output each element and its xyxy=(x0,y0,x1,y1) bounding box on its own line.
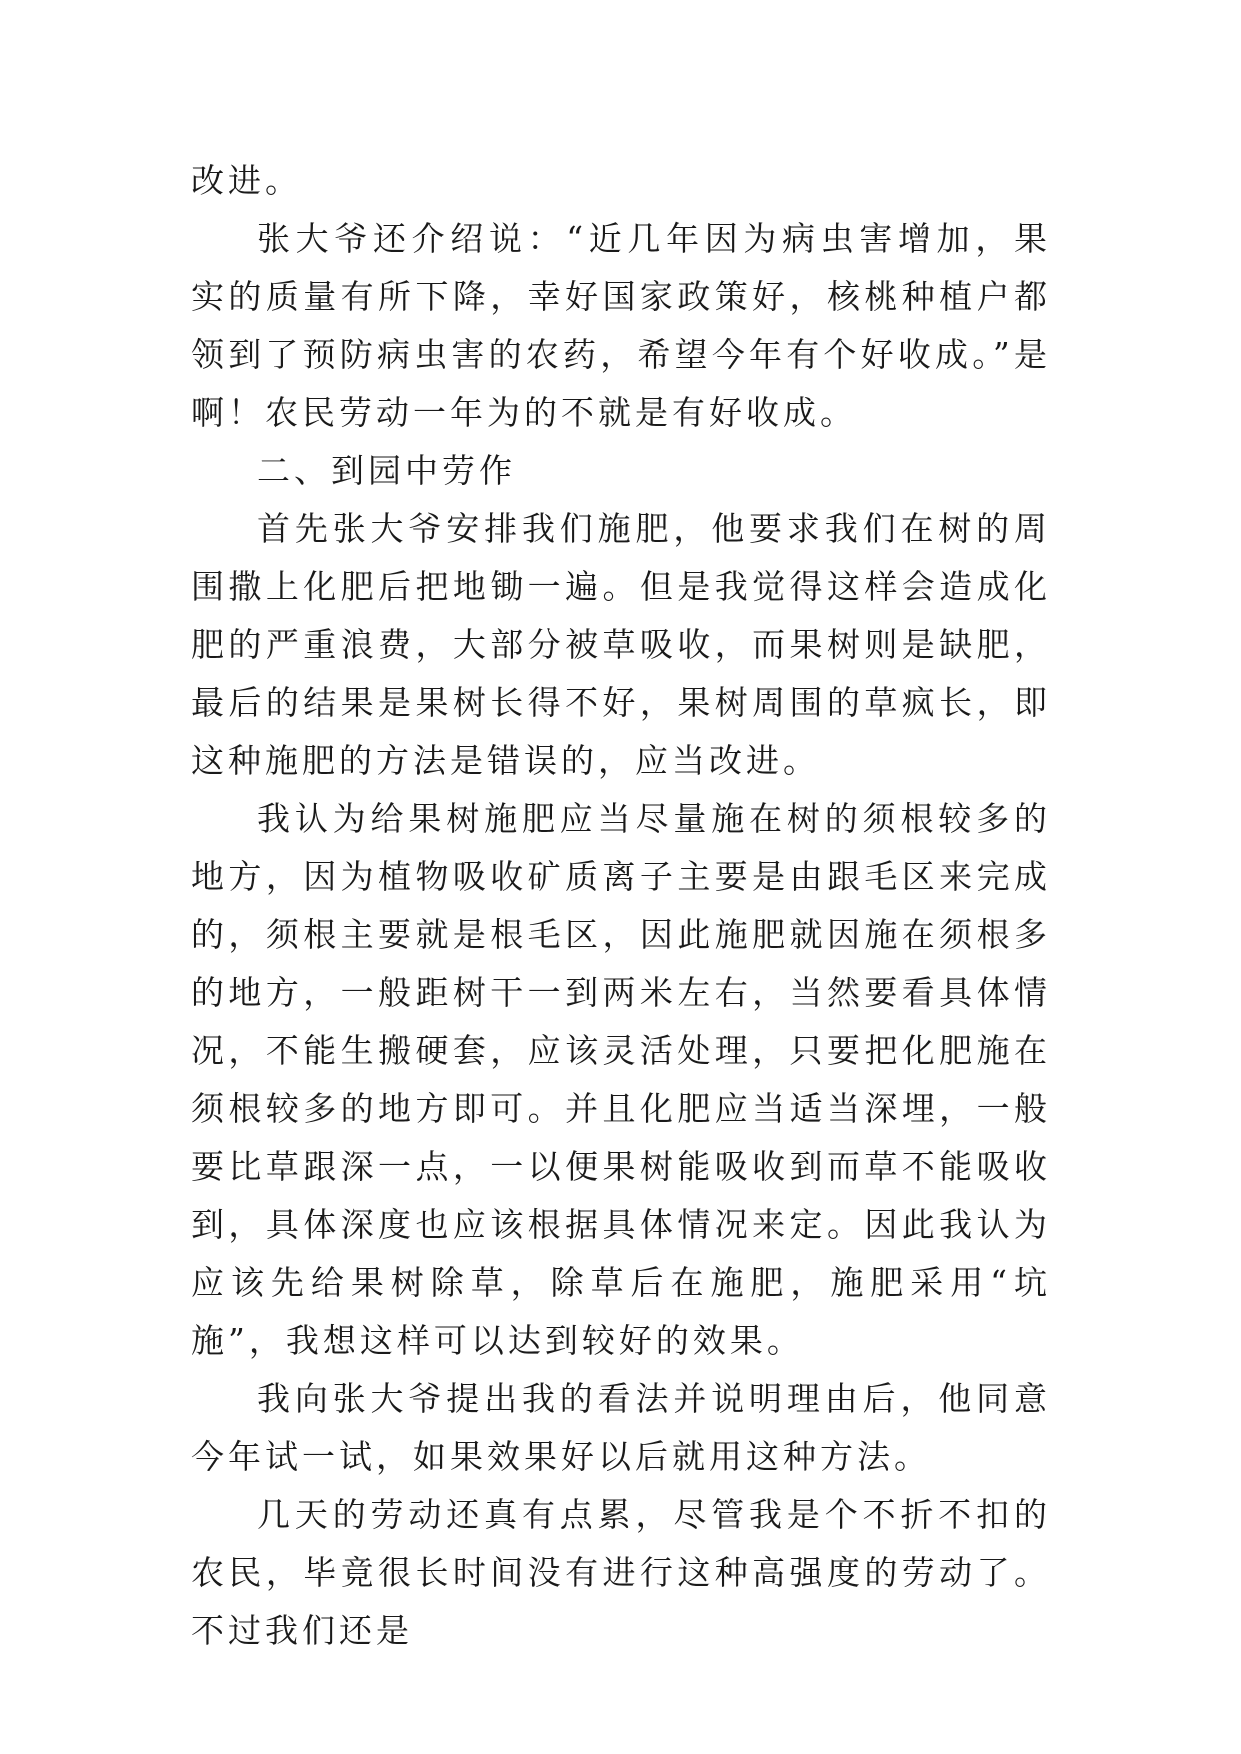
section-heading: 二、到园中劳作 xyxy=(257,451,516,490)
document-body xyxy=(191,152,1051,1660)
paragraph: 张大爷还介绍说：“近几年因为病虫害增加，果实的质量有所下降，幸好国家政策好，核桃种植户都领到了预防病虫害的农药，希望今年有个好收成。”是啊！农民劳动一年为的不就是有好收成。 xyxy=(191,219,1051,432)
paragraph: 我向张大爷提出我的看法并说明理由后，他同意今年试一试，如果效果好以后就用这种方法。 xyxy=(191,1379,1051,1476)
paragraph: 我认为给果树施肥应当尽量施在树的须根较多的地方，因为植物吸收矿质离子主要是由跟毛区来完成的，须根主要就是根毛区，因此施肥就因施在须根多的地方，一般距树干一到两米左右，当然要看具体情况，不能生搬硬套，应该灵活处理，只要把化肥施在须根较多的地方即可。并且化肥应当适当深埋，一般要比草跟深一点，一以便果树能吸收到而草不能吸收到，具体深度也应该根据具体情况来定。因此我认为应该先给果树除草，除草后在施肥，施肥采用“坑施”，我想这样可以达到较好的效果。 xyxy=(191,799,1051,1360)
paragraph: 首先张大爷安排我们施肥，他要求我们在树的周围撒上化肥后把地锄一遍。但是我觉得这样会造成化肥的严重浪费，大部分被草吸收，而果树则是缺肥，最后的结果是果树长得不好，果树周围的草疯长，即这种施肥的方法是错误的，应当改进。 xyxy=(191,509,1051,780)
paragraph: 改进。 xyxy=(191,161,302,200)
paragraph: 几天的劳动还真有点累，尽管我是个不折不扣的农民，毕竟很长时间没有进行这种高强度的劳动了。不过我们还是 xyxy=(191,1495,1051,1650)
